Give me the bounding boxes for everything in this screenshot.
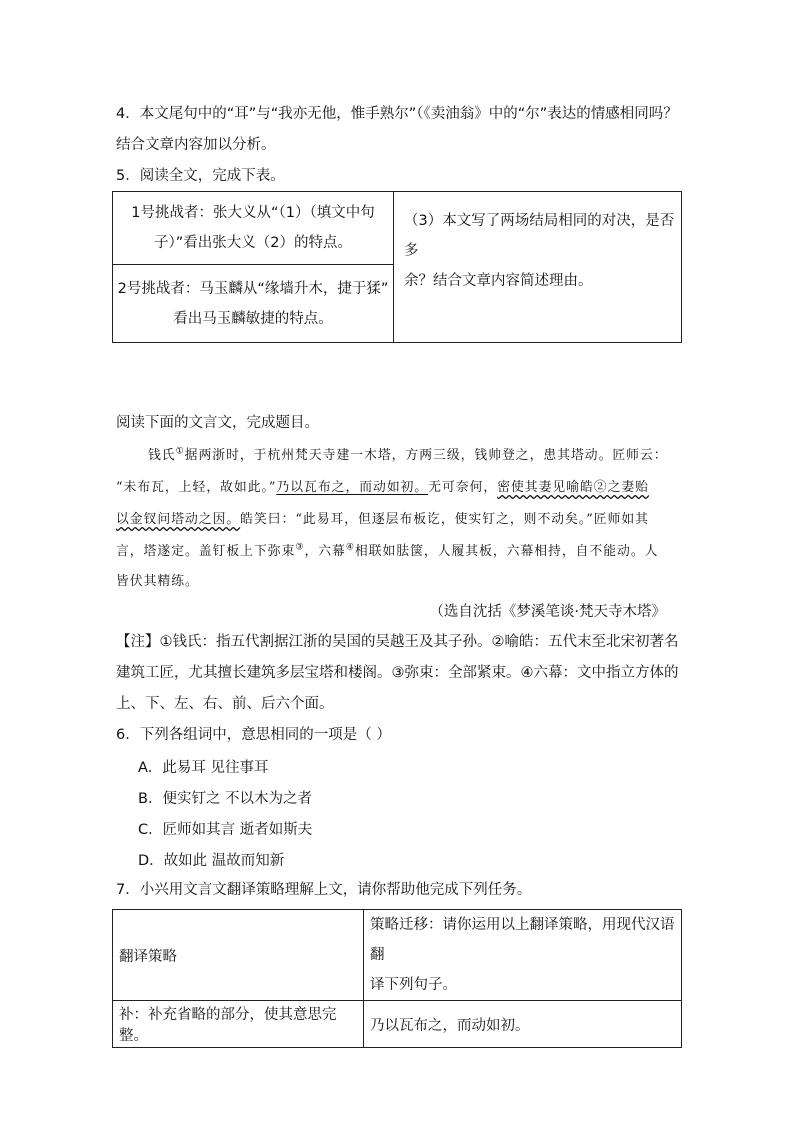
q7-header-right-line-1: 策略迁移：请你运用以上翻译策略，用现代汉语翻 (370, 917, 675, 963)
q5-cell-3-line-1: （3）本文写了两场结局相同的对决，是否多 (404, 213, 675, 259)
passage-line-2 (116, 476, 688, 495)
q7-header-left-text: 翻译策略 (119, 948, 177, 965)
q5-cell-1-line-2: 子）”看出张大义（2）的特点。 (154, 235, 352, 251)
passage-line-1 (148, 444, 720, 463)
q7-table (112, 909, 682, 1048)
passage-line-3 (116, 508, 688, 527)
passage-text: “未布瓦，上轻，故如此。” (116, 480, 277, 495)
passage-text: 皓笑曰：“此易耳，但逐层布板讫，使实钉之，则不动矣。”匠师如其 (240, 512, 649, 527)
q6-option-c: C．匠师如其言 逝者如斯夫 (138, 822, 313, 838)
passage-line-5 (116, 570, 688, 589)
wavy-underlined-sentence: 以金钗问塔动之因。 (116, 512, 241, 527)
q7-header-right-line-2: 译下列句子。 (370, 977, 457, 993)
passage-text: 钱氏 (148, 448, 176, 463)
notes-line-2: 建筑工匠，尤其擅长建筑多层宝塔和楼阁。③弥束：全部紧束。④六幕：文中指立方体的 (116, 665, 679, 681)
passage-text: 皆伏其精练。 (116, 574, 199, 589)
q7-row-right (364, 1001, 682, 1048)
q4-line-1: 4．本文尾句中的“耳”与“我亦无他，惟手熟尔”（《卖油翁》中的“尔”表达的情感相同吗？ (116, 106, 678, 122)
q5-cell-3-line-2: 余？结合文章内容简述理由。 (404, 273, 593, 289)
underlined-sentence: 乃以瓦布之，而动如初。 (276, 480, 429, 495)
notes-line-3: 上、下、左、右、前、后六个面。 (116, 696, 334, 712)
q7-row-right-text: 乃以瓦布之，而动如初。 (370, 1017, 530, 1034)
passage-text: 无可奈何， (428, 480, 498, 495)
passage-source: （选自沈括《梦溪笔谈·梵天寺木塔》 (429, 604, 666, 620)
q6-option-b: B．便实钉之 不以木为之者 (138, 791, 313, 807)
q6-option-d: D．故如此 温故而知新 (138, 853, 285, 869)
passage-text: 据两浙时，于杭州梵天寺建一木塔，方两三级，钱帅登之，患其塔动。匠师云： (184, 448, 668, 463)
q7-header-right (364, 910, 682, 1001)
footnote-mark: ④ (345, 542, 355, 553)
q7-row-left (113, 1001, 364, 1048)
passage-text: 相联如胠箧，人履其板，六幕相持，自不能动。人 (354, 544, 659, 559)
q5-cell-1-line-1: 1号挑战者：张大义从“（1）（填文中句 (131, 205, 375, 221)
q5-cell-1 (113, 192, 394, 265)
passage-text: 言，塔遂定。盖钉板上下弥束 (116, 544, 296, 559)
q7-stem: 7．小兴用文言文翻译策略理解上文，请你帮助他完成下列任务。 (116, 882, 532, 898)
q5-cell-3 (394, 192, 682, 343)
q5-title: 5．阅读全文，完成下表。 (116, 168, 285, 184)
q4-line-2: 结合文章内容加以分析。 (116, 137, 276, 153)
q5-table (112, 191, 682, 343)
q6-option-a: A．此易耳 见往事耳 (138, 760, 269, 776)
wavy-underlined-sentence: 密使其妻见喻皓②之妻贻 (497, 480, 649, 495)
passage-text: ，六幕 (304, 544, 346, 559)
q5-cell-2 (113, 265, 394, 343)
footnote-mark: ① (175, 446, 185, 457)
q5-cell-2-line-1: 2号挑战者：马玉麟从“缘墙升木，捷于猱” (117, 280, 389, 297)
q5-cell-2-line-2: 看出马玉麟敏捷的特点。 (173, 310, 333, 327)
reading-intro: 阅读下面的文言文，完成题目。 (116, 415, 319, 431)
q7-row-left-text: 补：补充省略的部分，使其意思完整。 (119, 1007, 337, 1044)
notes-line-1: 【注】①钱氏：指五代割据江浙的吴国的吴越王及其子孙。②喻皓：五代末至北宋初著名 (116, 634, 679, 650)
q7-header-left (113, 910, 364, 1001)
q6-stem: 6．下列各组词中，意思相同的一项是（ ） (116, 727, 391, 743)
footnote-mark: ③ (295, 542, 305, 553)
passage-line-4 (116, 540, 688, 559)
